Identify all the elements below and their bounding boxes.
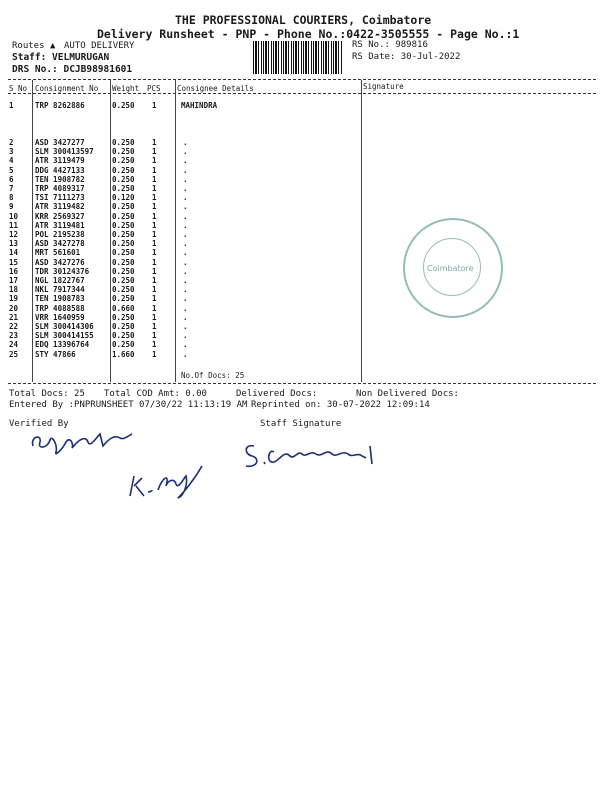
row-pieces: 1 bbox=[152, 266, 157, 276]
row-serial-number: 4 bbox=[9, 156, 14, 166]
row-pieces: 1 bbox=[152, 303, 157, 313]
total-cod-amount: Total COD Amt: 0.00 bbox=[104, 389, 207, 399]
row-weight: 0.250 bbox=[112, 239, 135, 249]
row-pieces: 1 bbox=[152, 331, 157, 341]
row-serial-number: 11 bbox=[9, 220, 19, 230]
row-weight: 0.250 bbox=[112, 276, 135, 285]
row-consignee-details: . bbox=[183, 285, 188, 295]
row-pieces: 1 bbox=[152, 211, 157, 221]
column-header-weight: Weight bbox=[112, 84, 140, 93]
row-weight: 1.660 bbox=[112, 349, 135, 359]
row-serial-number: 3 bbox=[9, 147, 14, 157]
column-header-consignee: Consignee Details bbox=[177, 84, 254, 93]
row-pieces: 1 bbox=[152, 276, 157, 285]
row-consignee-details: . bbox=[183, 322, 188, 331]
row-weight: 0.660 bbox=[112, 303, 135, 313]
rs-date: RS Date: 30-Jul-2022 bbox=[352, 52, 461, 62]
row-consignee-details: . bbox=[183, 239, 188, 249]
row-weight: 0.250 bbox=[112, 211, 135, 221]
column-header-pcs: PCS bbox=[147, 84, 161, 93]
row-weight: 0.250 bbox=[112, 202, 135, 212]
routes-label: Routes bbox=[12, 41, 45, 51]
row-serial-number: 7 bbox=[9, 184, 14, 193]
row-consignee-details: . bbox=[183, 257, 188, 267]
row-weight: 0.120 bbox=[112, 193, 135, 203]
table-row bbox=[0, 350, 600, 359]
row-weight: 0.250 bbox=[112, 322, 135, 331]
row-consignment-number: ASD 3427277 bbox=[35, 138, 85, 147]
table-row bbox=[0, 101, 600, 110]
row-serial-number: 24 bbox=[9, 340, 19, 350]
row-serial-number: 21 bbox=[9, 312, 19, 322]
table-row bbox=[0, 331, 600, 340]
row-serial-number: 22 bbox=[9, 322, 19, 331]
row-consignee-details: . bbox=[183, 202, 188, 212]
table-row bbox=[0, 156, 600, 165]
table-row bbox=[0, 175, 600, 184]
logo-icon: ▲ bbox=[50, 41, 56, 51]
row-consignment-number: SLM 300414306 bbox=[35, 322, 94, 331]
row-pieces: 1 bbox=[152, 138, 157, 147]
row-consignee-details: . bbox=[183, 303, 188, 313]
row-pieces: 1 bbox=[152, 193, 157, 203]
row-pieces: 1 bbox=[152, 184, 157, 193]
non-delivered-docs: Non Delivered Docs: bbox=[356, 389, 459, 399]
row-weight: 0.250 bbox=[112, 147, 135, 157]
row-serial-number: 6 bbox=[9, 174, 14, 184]
row-pieces: 1 bbox=[152, 239, 157, 249]
row-serial-number: 16 bbox=[9, 266, 19, 276]
row-pieces: 1 bbox=[152, 248, 157, 258]
table-row bbox=[0, 239, 600, 248]
row-serial-number: 1 bbox=[9, 101, 14, 110]
row-consignment-number: SLM 300413597 bbox=[35, 147, 94, 157]
table-row bbox=[0, 166, 600, 175]
table-row bbox=[0, 184, 600, 193]
column-header-signature: Signature bbox=[363, 82, 404, 91]
row-pieces: 1 bbox=[152, 220, 157, 230]
row-pieces: 1 bbox=[152, 285, 157, 295]
row-pieces: 1 bbox=[152, 294, 157, 304]
row-consignment-number: MRT 561601 bbox=[35, 248, 81, 258]
row-pieces: 1 bbox=[152, 202, 157, 212]
table-row bbox=[0, 147, 600, 156]
row-consignee-details: . bbox=[183, 230, 188, 239]
table-top-divider bbox=[8, 79, 596, 80]
row-serial-number: 14 bbox=[9, 248, 19, 258]
table-row bbox=[0, 212, 600, 221]
row-weight: 0.250 bbox=[112, 101, 135, 110]
table-row bbox=[0, 258, 600, 267]
table-row bbox=[0, 294, 600, 303]
row-weight: 0.250 bbox=[112, 294, 135, 304]
row-weight: 0.250 bbox=[112, 257, 135, 267]
entered-by: Entered By :PNPRUNSHEET 07/30/22 11:13:19 AM bbox=[9, 400, 248, 410]
row-weight: 0.250 bbox=[112, 165, 135, 175]
row-consignment-number: TEN 1908783 bbox=[35, 294, 85, 304]
row-serial-number: 19 bbox=[9, 294, 19, 304]
row-pieces: 1 bbox=[152, 230, 157, 239]
row-consignee-details: . bbox=[183, 138, 188, 147]
table-row bbox=[0, 276, 600, 285]
row-consignee-details: . bbox=[183, 248, 188, 258]
row-pieces: 1 bbox=[152, 312, 157, 322]
row-weight: 0.250 bbox=[112, 248, 135, 258]
row-pieces: 1 bbox=[152, 349, 157, 359]
row-consignee-details: . bbox=[183, 184, 188, 193]
staff-name: Staff: VELMURUGAN bbox=[12, 52, 110, 63]
row-serial-number: 17 bbox=[9, 276, 19, 285]
row-weight: 0.250 bbox=[112, 138, 135, 147]
table-row bbox=[0, 221, 600, 230]
row-consignment-number: DDG 4427133 bbox=[35, 165, 85, 175]
row-consignment-number: STY 47866 bbox=[35, 349, 76, 359]
table-row bbox=[0, 322, 600, 331]
row-weight: 0.250 bbox=[112, 174, 135, 184]
row-consignment-number: POL 2195238 bbox=[35, 230, 85, 239]
row-pieces: 1 bbox=[152, 156, 157, 166]
row-pieces: 1 bbox=[152, 322, 157, 331]
row-consignment-number: TDR 30124376 bbox=[35, 266, 90, 276]
rs-number: RS No.: 989816 bbox=[352, 40, 428, 50]
row-consignee-details: . bbox=[183, 211, 188, 221]
row-consignee-details: MAHINDRA bbox=[181, 101, 218, 110]
row-serial-number: 20 bbox=[9, 303, 19, 313]
row-pieces: 1 bbox=[152, 257, 157, 267]
row-consignment-number: ASD 3427278 bbox=[35, 239, 85, 249]
row-serial-number: 12 bbox=[9, 230, 19, 239]
company-title: THE PROFESSIONAL COURIERS, Coimbatore bbox=[175, 13, 432, 27]
row-consignment-number: NKL 7917344 bbox=[35, 285, 85, 295]
row-pieces: 1 bbox=[152, 165, 157, 175]
company-stamp bbox=[403, 218, 503, 318]
delivered-docs: Delivered Docs: bbox=[236, 389, 318, 399]
row-consignee-details: . bbox=[183, 340, 188, 350]
row-consignment-number: VRR 1640959 bbox=[35, 312, 85, 322]
row-consignment-number: EDQ 13396764 bbox=[35, 340, 90, 350]
row-weight: 0.250 bbox=[112, 184, 135, 193]
row-consignee-details: . bbox=[183, 266, 188, 276]
row-weight: 0.250 bbox=[112, 156, 135, 166]
row-consignment-number: ATR 3119481 bbox=[35, 220, 85, 230]
row-consignment-number: KRR 2569327 bbox=[35, 211, 85, 221]
verified-by-label: Verified By bbox=[9, 419, 69, 429]
stamp-text: Coimbatore bbox=[427, 264, 474, 273]
row-consignee-details: . bbox=[183, 156, 188, 166]
column-header-consignment: Consignment No bbox=[35, 84, 99, 93]
row-consignment-number: NGL 1822767 bbox=[35, 276, 85, 285]
row-weight: 0.250 bbox=[112, 220, 135, 230]
row-consignee-details: . bbox=[183, 220, 188, 230]
row-consignment-number: TRP 4089317 bbox=[35, 184, 85, 193]
row-weight: 0.250 bbox=[112, 285, 135, 295]
row-consignee-details: . bbox=[183, 331, 188, 341]
barcode bbox=[253, 41, 343, 74]
table-row bbox=[0, 248, 600, 257]
row-serial-number: 10 bbox=[9, 211, 19, 221]
row-consignment-number: TEN 1908782 bbox=[35, 174, 85, 184]
row-pieces: 1 bbox=[152, 147, 157, 157]
column-header-sno: S No bbox=[9, 84, 28, 93]
row-serial-number: 13 bbox=[9, 239, 19, 249]
reprinted-on: Reprinted on: 30-07-2022 12:09:14 bbox=[251, 400, 430, 410]
row-consignee-details: . bbox=[183, 174, 188, 184]
staff-signature-label: Staff Signature bbox=[260, 419, 342, 429]
row-consignment-number: TSI 7111273 bbox=[35, 193, 85, 203]
total-docs: Total Docs: 25 bbox=[9, 389, 85, 399]
row-consignment-number: ATR 3119482 bbox=[35, 202, 85, 212]
row-serial-number: 2 bbox=[9, 138, 14, 147]
table-row bbox=[0, 304, 600, 313]
row-weight: 0.250 bbox=[112, 340, 135, 350]
row-weight: 0.250 bbox=[112, 331, 135, 341]
table-row bbox=[0, 138, 600, 147]
table-row bbox=[0, 285, 600, 294]
table-row bbox=[0, 230, 600, 239]
row-consignee-details: . bbox=[183, 276, 188, 285]
row-serial-number: 15 bbox=[9, 257, 19, 267]
table-row bbox=[0, 193, 600, 202]
row-serial-number: 23 bbox=[9, 331, 19, 341]
row-serial-number: 8 bbox=[9, 193, 14, 203]
row-serial-number: 9 bbox=[9, 202, 14, 212]
row-consignment-number: ASD 3427276 bbox=[35, 257, 85, 267]
table-row bbox=[0, 340, 600, 349]
row-consignment-number: ATR 3119479 bbox=[35, 156, 85, 166]
row-serial-number: 25 bbox=[9, 349, 19, 359]
row-serial-number: 18 bbox=[9, 285, 19, 295]
staff-signature bbox=[240, 438, 380, 472]
row-consignee-details: . bbox=[183, 147, 188, 157]
second-signature bbox=[122, 456, 212, 502]
row-consignee-details: . bbox=[183, 349, 188, 359]
row-weight: 0.250 bbox=[112, 266, 135, 276]
header-bottom-divider bbox=[8, 93, 596, 94]
row-consignee-details: . bbox=[183, 193, 188, 203]
row-serial-number: 5 bbox=[9, 165, 14, 175]
no-of-docs: No.Of Docs: 25 bbox=[181, 371, 245, 380]
table-row bbox=[0, 313, 600, 322]
row-consignment-number: SLM 300414155 bbox=[35, 331, 94, 341]
row-pieces: 1 bbox=[152, 340, 157, 350]
row-consignment-number: TRP 8262886 bbox=[35, 101, 85, 110]
table-row bbox=[0, 267, 600, 276]
routes-value: AUTO DELIVERY bbox=[64, 41, 135, 51]
row-pieces: 1 bbox=[152, 174, 157, 184]
runsheet-subtitle: Delivery Runsheet - PNP - Phone No.:0422-3505555 - Page No.:1 bbox=[97, 27, 520, 41]
table-bottom-divider bbox=[8, 383, 596, 384]
table-row bbox=[0, 202, 600, 211]
row-pieces: 1 bbox=[152, 101, 157, 110]
row-consignee-details: . bbox=[183, 165, 188, 175]
row-weight: 0.250 bbox=[112, 312, 135, 322]
row-consignee-details: . bbox=[183, 294, 188, 304]
row-consignee-details: . bbox=[183, 312, 188, 322]
drs-number: DRS No.: DCJB98981601 bbox=[12, 64, 133, 75]
row-weight: 0.250 bbox=[112, 230, 135, 239]
verifier-signature bbox=[28, 424, 138, 460]
row-consignment-number: TRP 4088588 bbox=[35, 303, 85, 313]
